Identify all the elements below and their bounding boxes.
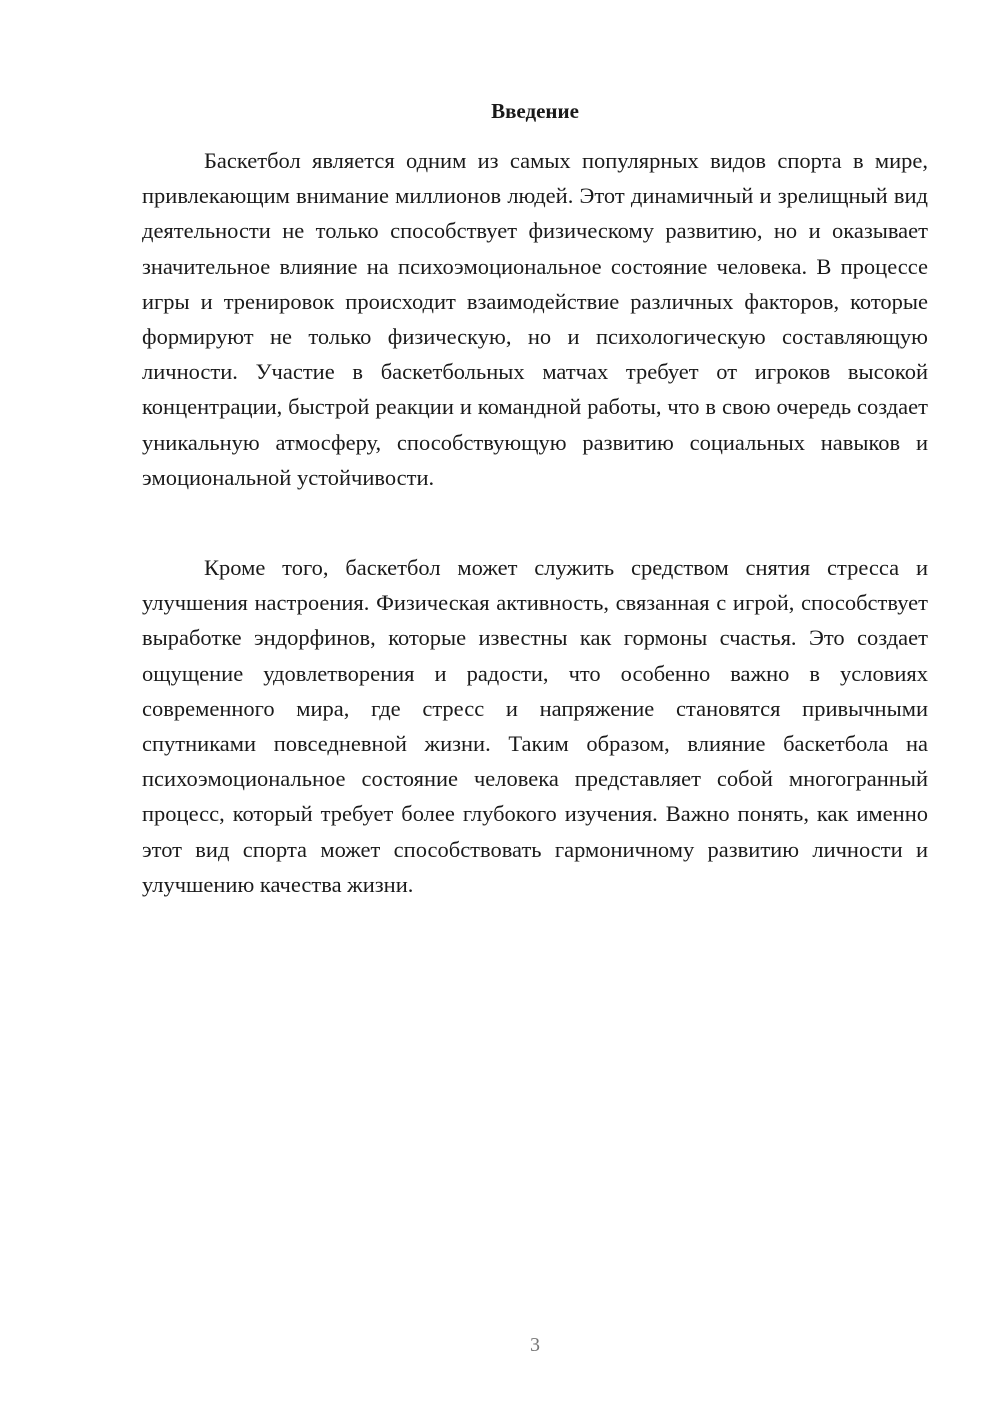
page-number: 3 — [530, 1334, 540, 1356]
paragraph-1: Баскетбол является одним из самых популярных видов спорта в мире, привлекающим внимание миллионов людей. Этот динамичный и зрелищный вид деятельности не только способствует физическому развитию, но и оказывает значительное влияние на психоэмоциональное состояние человека. В процессе игры и тренировок происходит взаимодействие различных факторов, которые формируют не только физическую, но и психологическую составляющую личности. Участие в баскетбольных матчах требует от игроков высокой концентрации, быстрой реакции и командной работы, что в свою очередь создает уникальную атмосферу, способствующую развитию социальных навыков и эмоциональной устойчивости. — [142, 148, 928, 490]
paragraph-2: Кроме того, баскетбол может служить средством снятия стресса и улучшения настроения. Физическая активность, связанная с игрой, способствует выработке эндорфинов, которые известны как гормоны счастья. Это создает ощущение удовлетворения и радости, что особенно важно в условиях современного мира, где стресс и напряжение становятся привычными спутниками повседневной жизни. Таким образом, влияние баскетбола на психоэмоциональное состояние человека представляет собой многогранный процесс, который требует более глубокого изучения. Важно понять, как именно этот вид спорта может способствовать гармоничному развитию личности и улучшению качества жизни. — [142, 555, 928, 897]
section-heading: Введение — [491, 99, 579, 123]
